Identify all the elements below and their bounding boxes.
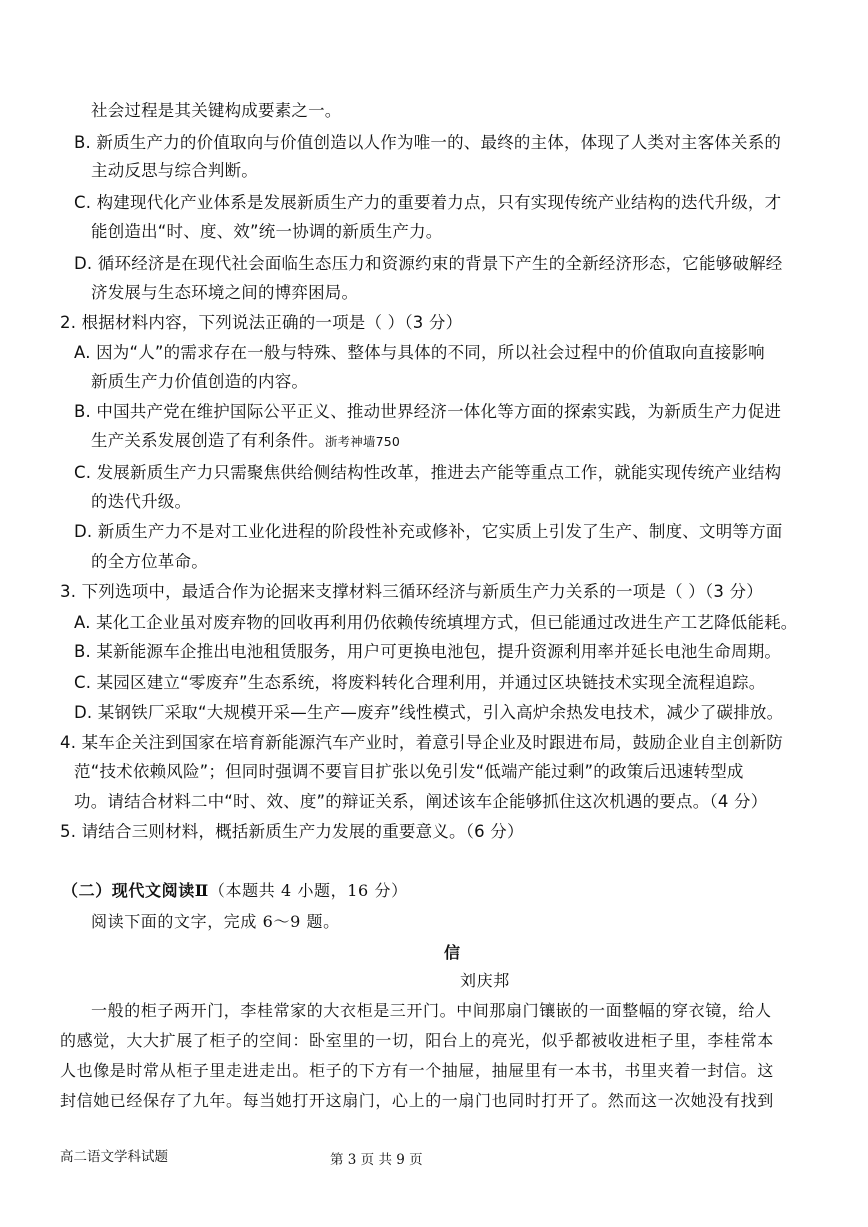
- section-heading-bold: （二）现代文阅读Ⅱ: [62, 881, 209, 900]
- page-number: 第 3 页 共 9 页: [330, 1152, 423, 1168]
- option-c: C. 发展新质生产力只需聚焦供给侧结构性改革，推进去产能等重点工作，就能实现传统产业结构: [74, 463, 782, 482]
- question-2: 2. 根据材料内容，下列说法正确的一项是（ ）（3 分）: [60, 313, 463, 332]
- text-line: 范“技术依赖风险”；但同时强调不要盲目扩张以免引发“低端产能过剩”的政策后迅速转型成: [74, 762, 744, 781]
- text-line: 能创造出“时、度、效”统一协调的新质生产力。: [91, 222, 443, 241]
- footer-subject: 高二语文学科试题: [60, 1149, 168, 1165]
- text-line-content: 生产关系发展创造了有利条件。: [91, 431, 325, 450]
- text-line: 的全方位革命。: [91, 552, 208, 571]
- option-b: B. 某新能源车企推出电池租赁服务，用户可更换电池包，提升资源利用率并延长电池生命周期。: [74, 642, 782, 661]
- passage-line: 一般的柜子两开门，李桂常家的大衣柜是三开门。中间那扇门镶嵌的一面整幅的穿衣镜，给人: [91, 1001, 772, 1020]
- passage-author: 刘庆邦: [460, 971, 510, 990]
- passage-line: 的感觉，大大扩展了柜子的空间：卧室里的一切，阳台上的亮光，似乎都被收进柜子里，李桂常本: [60, 1031, 774, 1050]
- option-c: C. 构建现代化产业体系是发展新质生产力的重要着力点，只有实现传统产业结构的迭代升级，才: [74, 193, 782, 212]
- text-line: 社会过程是其关键构成要素之一。: [91, 101, 342, 120]
- passage-title: 信: [444, 943, 461, 962]
- question-3: 3. 下列选项中，最适合作为论据来支撑材料三循环经济与新质生产力关系的一项是（ ）（3 分）: [60, 582, 763, 601]
- text-line: 的迭代升级。: [91, 492, 192, 511]
- passage-line: 人也像是时常从柜子里走进走出。柜子的下方有一个抽屉，抽屉里有一本书，书里夹着一封信。这: [60, 1061, 774, 1080]
- option-b: B. 新质生产力的价值取向与价值创造以人作为唯一的、最终的主体，体现了人类对主客体关系的: [74, 133, 782, 152]
- section-heading: [62, 880, 408, 902]
- text-line: 新质生产力价值创造的内容。: [91, 372, 309, 391]
- option-d: D. 某钢铁厂采取“大规模开采—生产—废弃”线性模式，引入高炉余热发电技术，减少了碳排放。: [74, 703, 784, 722]
- option-d: D. 循环经济是在现代社会面临生态压力和资源约束的背景下产生的全新经济形态，它能够破解经: [74, 254, 783, 273]
- question-5: 5. 请结合三则材料，概括新质生产力发展的重要意义。（6 分）: [60, 822, 524, 841]
- option-a: A. 因为“人”的需求存在一般与特殊、整体与具体的不同，所以社会过程中的价值取向直接影响: [74, 343, 765, 362]
- section-heading-rest: （本题共 4 小题，16 分）: [208, 881, 408, 900]
- text-line: 主动反思与综合判断。: [91, 161, 258, 180]
- watermark: 浙考神墙750: [324, 434, 401, 449]
- text-line: 济发展与生态环境之间的博弈困局。: [91, 283, 359, 302]
- option-c: C. 某园区建立“零废弃”生态系统，将废料转化合理利用，并通过区块链技术实现全流程追踪。: [74, 673, 766, 692]
- passage-line: 封信她已经保存了九年。每当她打开这扇门，心上的一扇门也同时打开了。然而这一次她没有找到: [60, 1091, 774, 1110]
- instruction: 阅读下面的文字，完成 6～9 题。: [91, 912, 340, 931]
- text-line: 功。请结合材料二中“时、效、度”的辩证关系，阐述该车企能够抓住这次机遇的要点。（4 分）: [74, 792, 768, 811]
- option-b: B. 中国共产党在维护国际公平正义、推动世界经济一体化等方面的探索实践，为新质生产力促进: [74, 402, 782, 421]
- text-line: [91, 430, 400, 453]
- option-d: D. 新质生产力不是对工业化进程的阶段性补充或修补，它实质上引发了生产、制度、文明等方面: [74, 522, 783, 541]
- option-a: A. 某化工企业虽对废弃物的回收再利用仍依赖传统填埋方式，但已能通过改进生产工艺降低能耗。: [74, 613, 798, 632]
- question-4: 4. 某车企关注到国家在培育新能源汽车产业时，着意引导企业及时跟进布局，鼓励企业自主创新防: [60, 733, 783, 752]
